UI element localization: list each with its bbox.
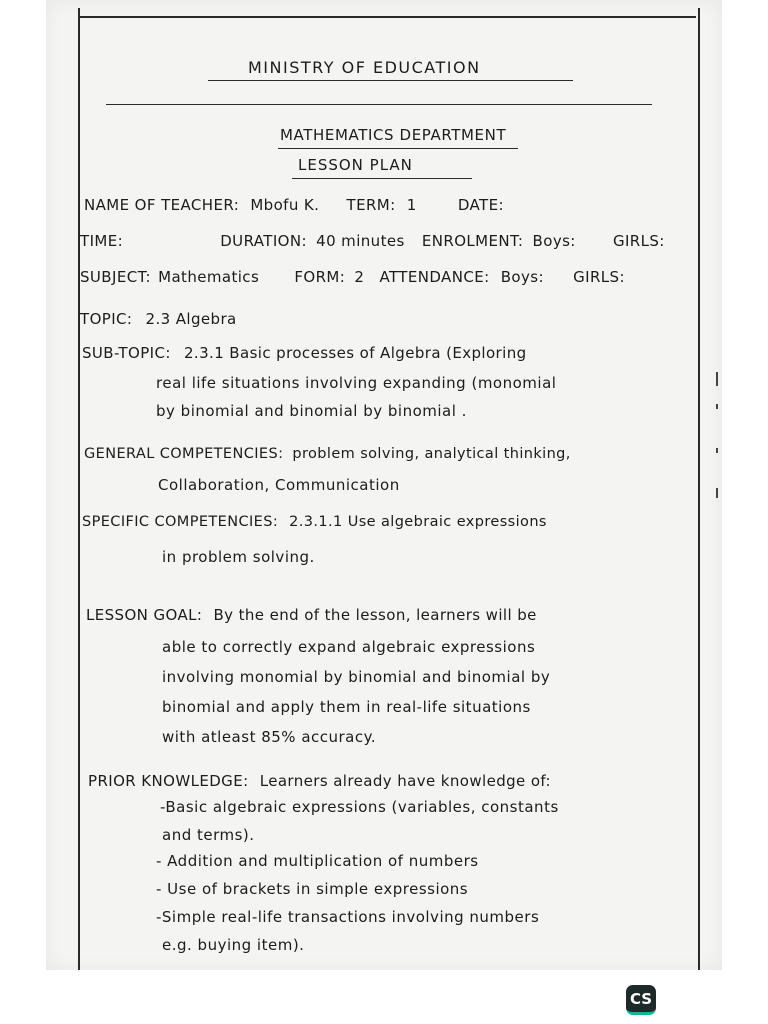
top-border-line bbox=[78, 16, 696, 18]
subtopic-label: SUB-TOPIC: bbox=[82, 344, 171, 362]
specific-text-2: in problem solving. bbox=[162, 548, 315, 566]
goal-label: LESSON GOAL: bbox=[86, 606, 203, 624]
attendance-boys: Boys: bbox=[500, 268, 544, 286]
goal-text-3: involving monomial by binomial and binomial by bbox=[162, 668, 551, 686]
prior-text-4: - Addition and multiplication of numbers bbox=[156, 852, 479, 870]
margin-mark bbox=[716, 372, 718, 386]
enrolment-label: ENROLMENT: bbox=[421, 232, 524, 250]
enrolment-boys: Boys: bbox=[532, 232, 576, 250]
prior-label: PRIOR KNOWLEDGE: bbox=[88, 772, 249, 790]
topic-value: 2.3 Algebra bbox=[145, 310, 237, 328]
general-label: GENERAL COMPETENCIES: bbox=[84, 446, 284, 462]
margin-mark bbox=[716, 404, 718, 409]
subject-label: SUBJECT: bbox=[80, 268, 151, 286]
prior-text-1: Learners already have knowledge of: bbox=[259, 772, 552, 790]
camscanner-logo: CS bbox=[626, 985, 656, 1015]
department-underline bbox=[278, 148, 518, 149]
margin-mark bbox=[716, 448, 718, 453]
subtopic-text-2: real life situations involving expanding (monomial bbox=[156, 374, 557, 392]
date-label: DATE: bbox=[457, 196, 504, 214]
department-heading: MATHEMATICS DEPARTMENT bbox=[280, 126, 507, 144]
attendance-label: ATTENDANCE: bbox=[379, 268, 490, 286]
prior-text-2: -Basic algebraic expressions (variables, constants bbox=[160, 798, 559, 816]
lesson-plan-heading: LESSON PLAN bbox=[298, 156, 413, 174]
subtopic-line-1 bbox=[82, 344, 527, 362]
goal-text-5: with atleast 85% accuracy. bbox=[162, 728, 377, 746]
goal-line-1 bbox=[86, 606, 537, 624]
teacher-value: Mbofu K. bbox=[250, 196, 320, 214]
prior-text-6: -Simple real-life transactions involving numbers bbox=[156, 908, 540, 926]
prior-text-3: and terms). bbox=[162, 826, 255, 844]
subtopic-text-3: by binomial and binomial by binomial . bbox=[156, 402, 467, 420]
goal-text-1: By the end of the lesson, learners will be bbox=[213, 606, 537, 624]
enrolment-girls: GIRLS: bbox=[612, 232, 665, 250]
prior-text-5: - Use of brackets in simple expressions bbox=[156, 880, 469, 898]
subject-value: Mathematics bbox=[158, 268, 260, 286]
duration-value: 40 minutes bbox=[316, 232, 405, 250]
teacher-row bbox=[84, 196, 504, 214]
form-label: FORM: bbox=[294, 268, 346, 286]
general-text-2: Collaboration, Communication bbox=[158, 476, 400, 494]
duration-label: DURATION: bbox=[220, 232, 307, 250]
goal-text-2: able to correctly expand algebraic expressions bbox=[162, 638, 536, 656]
attendance-girls: GIRLS: bbox=[573, 268, 625, 286]
specific-text-1: 2.3.1.1 Use algebraic expressions bbox=[289, 514, 547, 530]
subtopic-text-1: 2.3.1 Basic processes of Algebra (Exploring bbox=[183, 344, 527, 362]
time-label: TIME: bbox=[80, 232, 124, 250]
general-line-1 bbox=[84, 446, 571, 462]
time-row bbox=[80, 232, 665, 250]
ministry-underline bbox=[208, 80, 573, 81]
prior-text-7: e.g. buying item). bbox=[162, 936, 305, 954]
teacher-label: NAME OF TEACHER: bbox=[84, 196, 240, 214]
term-label: TERM: bbox=[346, 196, 396, 214]
subject-row bbox=[80, 268, 625, 286]
specific-label: SPECIFIC COMPETENCIES: bbox=[82, 514, 279, 530]
prior-line-1 bbox=[88, 772, 551, 790]
term-value: 1 bbox=[406, 196, 417, 214]
topic-row bbox=[80, 310, 237, 328]
general-text-1: problem solving, analytical thinking, bbox=[292, 446, 571, 462]
goal-text-4: binomial and apply them in real-life situations bbox=[162, 698, 531, 716]
form-value: 2 bbox=[354, 268, 365, 286]
specific-line-1 bbox=[82, 514, 547, 530]
topic-label: TOPIC: bbox=[80, 310, 133, 328]
header-divider bbox=[106, 104, 652, 105]
margin-mark bbox=[716, 488, 718, 498]
ministry-heading: MINISTRY OF EDUCATION bbox=[248, 58, 481, 77]
lesson-plan-underline bbox=[292, 178, 472, 179]
